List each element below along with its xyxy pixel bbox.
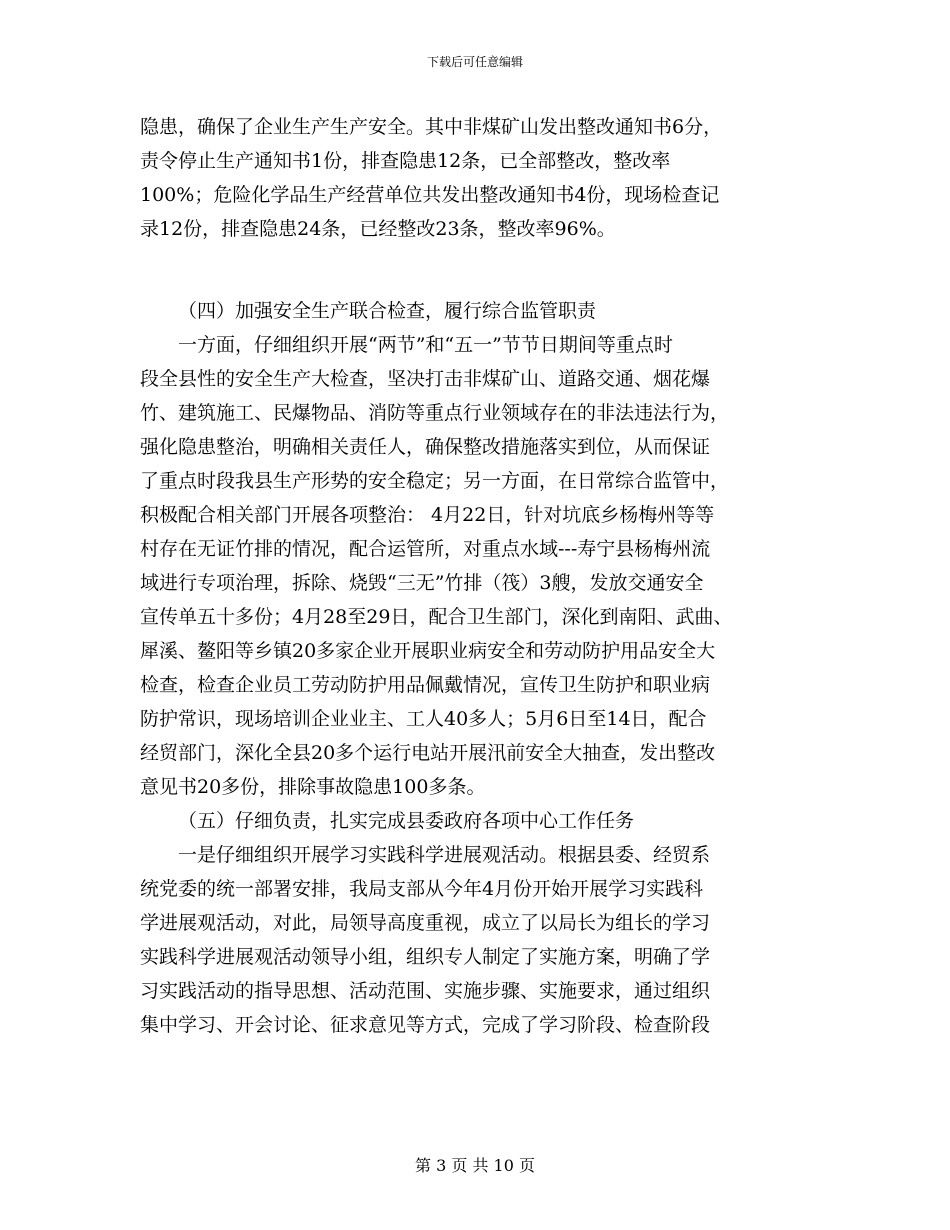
body-line: 隐患，确保了企业生产生产安全。其中非煤矿山发出整改通知书6分，	[140, 116, 723, 138]
section4-line: 防护常识，现场培训企业业主、工人40多人；5月6日至14日，配合	[140, 708, 707, 730]
page-header: 下载后可任意编辑	[426, 55, 523, 69]
document-body	[140, 110, 812, 1042]
section5-line: 实践科学进展观活动领导小组，组织专人制定了实施方案，明确了学	[140, 946, 711, 968]
section4-line: 了重点时段我县生产形势的安全稳定；另一方面，在日常综合监管中，	[140, 470, 730, 492]
section4-line: 一方面，仔细组织开展“两节”和“五一”节节日期间等重点时	[178, 334, 673, 356]
section4-line: 检查，检查企业员工劳动防护用品佩戴情况，宣传卫生防护和职业病	[140, 674, 711, 696]
section5-line: 一是仔细组织开展学习实践科学进展观活动。根据县委、经贸系	[178, 844, 711, 866]
section-heading-5: （五）仔细负责，扎实完成县委政府各项中心工作任务	[178, 810, 635, 832]
section-heading-4: （四）加强安全生产联合检查，履行综合监管职责	[178, 300, 597, 322]
section4-line: 竹、建筑施工、民爆物品、消防等重点行业领域存在的非法违法行为，	[140, 402, 730, 424]
section4-line: 域进行专项治理，拆除、烧毁“三无”竹排（筏）3艘，发放交通安全	[140, 572, 704, 594]
section5-line: 学进展观活动，对此，局领导高度重视，成立了以局长为组长的学习	[140, 912, 711, 934]
body-line: 录12份，排查隐患24条，已经整改23条，整改率96%。	[140, 218, 616, 240]
section5-line: 习实践活动的指导思想、活动范围、实施步骤、实施要求，通过组织	[140, 980, 711, 1002]
body-line: 100%；危险化学品生产经营单位共发出整改通知书4份，现场检查记	[140, 184, 720, 206]
section4-line: 村存在无证竹排的情况，配合运管所，对重点水域---寿宁县杨梅州流	[140, 538, 711, 560]
section4-line: 犀溪、鳌阳等乡镇20多家企业开展职业病安全和劳动防护用品安全大	[140, 640, 716, 662]
section4-line: 宣传单五十多份；4月28至29日，配合卫生部门，深化到南阳、武曲、	[140, 606, 733, 628]
section4-line: 经贸部门，深化全县20多个运行电站开展汛前安全大抽查，发出整改	[140, 742, 716, 764]
section5-line: 统党委的统一部署安排，我局支部从今年4月份开始开展学习实践科	[140, 878, 704, 900]
section4-line: 积极配合相关部门开展各项整治： 4月22日，针对坑底乡杨梅州等等	[140, 504, 715, 526]
page-footer: 第 3 页 共 10 页	[415, 1156, 535, 1175]
section5-line: 集中学习、开会讨论、征求意见等方式，完成了学习阶段、检查阶段	[140, 1014, 711, 1036]
section4-line: 强化隐患整治，明确相关责任人，确保整改措施落实到位，从而保证	[140, 436, 711, 458]
section4-line: 意见书20多份，排除事故隐患100多条。	[140, 776, 486, 798]
body-line: 责令停止生产通知书1份，排查隐患12条，已全部整改，整改率	[140, 150, 671, 172]
paragraph-gap	[140, 246, 812, 294]
section4-line: 段全县性的安全生产大检查，坚决打击非煤矿山、道路交通、烟花爆	[140, 368, 711, 390]
